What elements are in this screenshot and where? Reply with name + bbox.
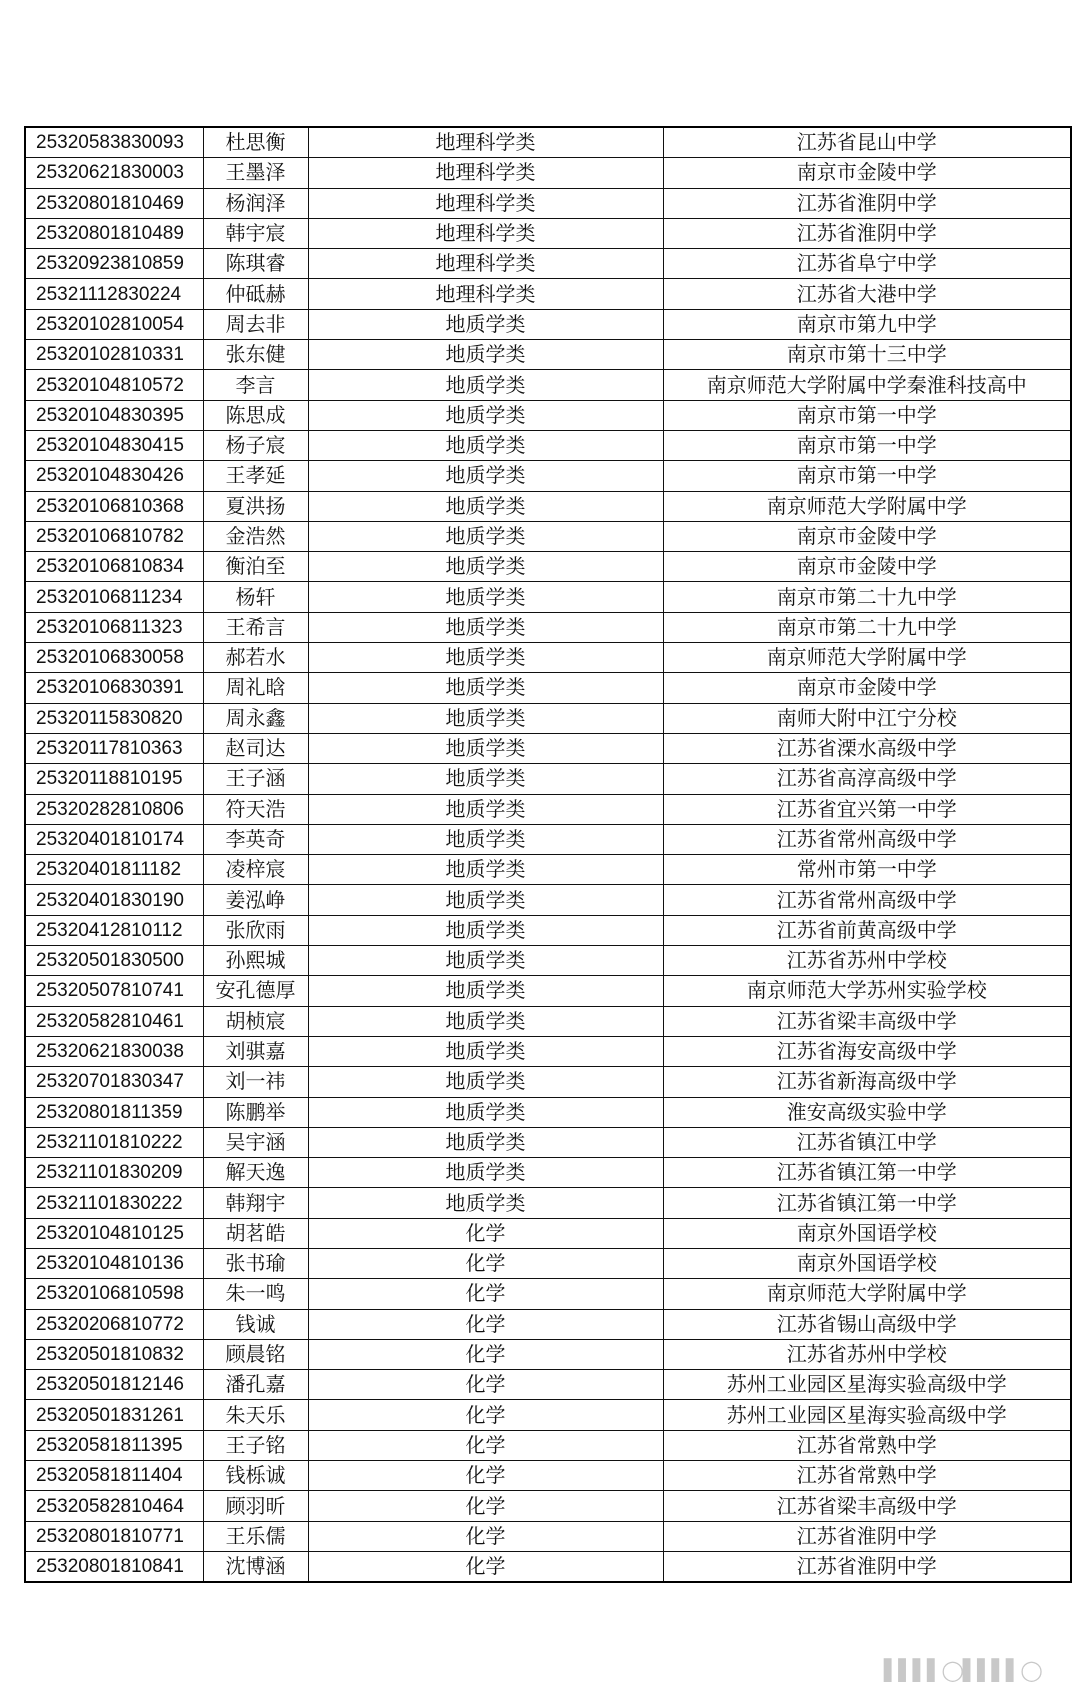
candidate-id-cell: 25320106810368 [25, 491, 203, 521]
candidate-id-cell: 25321101830222 [25, 1188, 203, 1218]
school-cell: 江苏省淮阴中学 [663, 188, 1071, 218]
candidate-id-cell: 25321101830209 [25, 1158, 203, 1188]
student-name-cell: 顾晨铭 [203, 1339, 308, 1369]
school-cell: 苏州工业园区星海实验高级中学 [663, 1370, 1071, 1400]
major-cell: 地质学类 [308, 309, 663, 339]
student-name-cell: 朱一鸣 [203, 1279, 308, 1309]
student-name-cell: 郝若水 [203, 643, 308, 673]
candidate-id-cell: 25320582810464 [25, 1491, 203, 1521]
student-name-cell: 金浩然 [203, 521, 308, 551]
major-cell: 地理科学类 [308, 188, 663, 218]
table-row [25, 946, 1071, 976]
candidate-id-cell: 25320282810806 [25, 794, 203, 824]
major-cell: 地质学类 [308, 370, 663, 400]
student-name-cell: 孙熙城 [203, 946, 308, 976]
student-name-cell: 张书瑜 [203, 1248, 308, 1278]
table-row [25, 1400, 1071, 1430]
candidate-id-cell: 25320621830003 [25, 158, 203, 188]
school-cell: 常州市第一中学 [663, 855, 1071, 885]
student-name-cell: 凌梓宸 [203, 855, 308, 885]
major-cell: 地理科学类 [308, 249, 663, 279]
school-cell: 江苏省镇江第一中学 [663, 1158, 1071, 1188]
table-row [25, 1036, 1071, 1066]
student-name-cell: 朱天乐 [203, 1400, 308, 1430]
student-name-cell: 王希言 [203, 612, 308, 642]
candidate-id-cell: 25320801810469 [25, 188, 203, 218]
student-name-cell: 陈思成 [203, 400, 308, 430]
school-cell: 南京市金陵中学 [663, 521, 1071, 551]
student-name-cell: 李英奇 [203, 824, 308, 854]
watermark-logo: ▌▌▌▌◯▌▌▌▌◯ [884, 1658, 1042, 1682]
table-row [25, 1158, 1071, 1188]
table-body [25, 127, 1071, 1582]
table-row [25, 218, 1071, 248]
candidate-id-cell: 25320106810598 [25, 1279, 203, 1309]
major-cell: 地质学类 [308, 703, 663, 733]
major-cell: 地质学类 [308, 400, 663, 430]
student-name-cell: 胡茗皓 [203, 1218, 308, 1248]
candidate-id-cell: 25320801810489 [25, 218, 203, 248]
candidate-id-cell: 25320106830058 [25, 643, 203, 673]
candidate-id-cell: 25320501831261 [25, 1400, 203, 1430]
student-name-cell: 杨润泽 [203, 188, 308, 218]
table-row [25, 1491, 1071, 1521]
candidate-id-cell: 25320923810859 [25, 249, 203, 279]
school-cell: 南京市第九中学 [663, 309, 1071, 339]
student-name-cell: 张欣雨 [203, 915, 308, 945]
school-cell: 江苏省梁丰高级中学 [663, 1491, 1071, 1521]
student-name-cell: 周永鑫 [203, 703, 308, 733]
major-cell: 地质学类 [308, 764, 663, 794]
candidate-id-cell: 25320501812146 [25, 1370, 203, 1400]
school-cell: 南师大附中江宁分校 [663, 703, 1071, 733]
school-cell: 江苏省海安高级中学 [663, 1036, 1071, 1066]
student-name-cell: 张东健 [203, 340, 308, 370]
school-cell: 南京市第一中学 [663, 430, 1071, 460]
table-row [25, 340, 1071, 370]
student-name-cell: 仲砥赫 [203, 279, 308, 309]
student-name-cell: 衡泊至 [203, 552, 308, 582]
major-cell: 化学 [308, 1461, 663, 1491]
table-row [25, 249, 1071, 279]
major-cell: 地理科学类 [308, 279, 663, 309]
school-cell: 江苏省溧水高级中学 [663, 733, 1071, 763]
student-name-cell: 沈博涵 [203, 1551, 308, 1582]
major-cell: 地质学类 [308, 521, 663, 551]
table-row [25, 521, 1071, 551]
candidate-id-cell: 25320104810136 [25, 1248, 203, 1278]
school-cell: 南京市金陵中学 [663, 552, 1071, 582]
student-name-cell: 解天逸 [203, 1158, 308, 1188]
candidate-id-cell: 25320501810832 [25, 1339, 203, 1369]
student-name-cell: 王孝延 [203, 461, 308, 491]
student-name-cell: 周礼晗 [203, 673, 308, 703]
school-cell: 江苏省梁丰高级中学 [663, 1006, 1071, 1036]
school-cell: 南京市第一中学 [663, 461, 1071, 491]
candidate-id-cell: 25320583830093 [25, 127, 203, 158]
table-row [25, 885, 1071, 915]
table-row [25, 1218, 1071, 1248]
table-row [25, 582, 1071, 612]
candidate-id-cell: 25320501830500 [25, 946, 203, 976]
school-cell: 江苏省高淳高级中学 [663, 764, 1071, 794]
major-cell: 地质学类 [308, 673, 663, 703]
major-cell: 地质学类 [308, 1006, 663, 1036]
school-cell: 江苏省淮阴中学 [663, 1551, 1071, 1582]
school-cell: 南京市第一中学 [663, 400, 1071, 430]
major-cell: 地质学类 [308, 733, 663, 763]
school-cell: 江苏省淮阴中学 [663, 1521, 1071, 1551]
candidate-id-cell: 25321112830224 [25, 279, 203, 309]
candidate-id-cell: 25321101810222 [25, 1127, 203, 1157]
candidate-id-cell: 25320118810195 [25, 764, 203, 794]
major-cell: 地质学类 [308, 915, 663, 945]
major-cell: 地质学类 [308, 855, 663, 885]
table-row [25, 370, 1071, 400]
student-name-cell: 吴宇涵 [203, 1127, 308, 1157]
major-cell: 地质学类 [308, 612, 663, 642]
school-cell: 南京市第二十九中学 [663, 612, 1071, 642]
school-cell: 南京市金陵中学 [663, 158, 1071, 188]
major-cell: 地理科学类 [308, 127, 663, 158]
student-name-cell: 杨子宸 [203, 430, 308, 460]
student-name-cell: 杨轩 [203, 582, 308, 612]
major-cell: 地质学类 [308, 1158, 663, 1188]
student-name-cell: 胡桢宸 [203, 1006, 308, 1036]
table-row [25, 915, 1071, 945]
candidate-id-cell: 25320206810772 [25, 1309, 203, 1339]
student-name-cell: 刘骐嘉 [203, 1036, 308, 1066]
candidate-id-cell: 25320581811404 [25, 1461, 203, 1491]
major-cell: 地质学类 [308, 885, 663, 915]
table-row [25, 703, 1071, 733]
major-cell: 地质学类 [308, 1067, 663, 1097]
school-cell: 南京市金陵中学 [663, 673, 1071, 703]
table-row [25, 855, 1071, 885]
school-cell: 江苏省锡山高级中学 [663, 1309, 1071, 1339]
school-cell: 江苏省阜宁中学 [663, 249, 1071, 279]
table-row [25, 1279, 1071, 1309]
school-cell: 南京外国语学校 [663, 1218, 1071, 1248]
student-name-cell: 赵司达 [203, 733, 308, 763]
student-name-cell: 王乐儒 [203, 1521, 308, 1551]
student-name-cell: 夏洪扬 [203, 491, 308, 521]
school-cell: 江苏省新海高级中学 [663, 1067, 1071, 1097]
table-row [25, 430, 1071, 460]
major-cell: 地质学类 [308, 643, 663, 673]
table-row [25, 1430, 1071, 1460]
student-name-cell: 潘孔嘉 [203, 1370, 308, 1400]
candidate-id-cell: 25320507810741 [25, 976, 203, 1006]
table-row [25, 1067, 1071, 1097]
candidate-id-cell: 25320106830391 [25, 673, 203, 703]
table-row [25, 1551, 1071, 1582]
candidate-id-cell: 25320115830820 [25, 703, 203, 733]
candidate-id-cell: 25320412810112 [25, 915, 203, 945]
school-cell: 南京市第二十九中学 [663, 582, 1071, 612]
student-name-cell: 周去非 [203, 309, 308, 339]
table-row [25, 279, 1071, 309]
school-cell: 南京师范大学附属中学 [663, 1279, 1071, 1309]
major-cell: 地质学类 [308, 430, 663, 460]
table-row [25, 1006, 1071, 1036]
student-name-cell: 顾羽昕 [203, 1491, 308, 1521]
candidate-id-cell: 25320701830347 [25, 1067, 203, 1097]
major-cell: 地质学类 [308, 794, 663, 824]
major-cell: 化学 [308, 1248, 663, 1278]
school-cell: 南京师范大学附属中学 [663, 491, 1071, 521]
table-row [25, 491, 1071, 521]
student-name-cell: 符天浩 [203, 794, 308, 824]
student-name-cell: 安孔德厚 [203, 976, 308, 1006]
candidate-id-cell: 25320401830190 [25, 885, 203, 915]
admission-list-table [24, 126, 1072, 1583]
major-cell: 化学 [308, 1551, 663, 1582]
school-cell: 淮安高级实验中学 [663, 1097, 1071, 1127]
table-row [25, 400, 1071, 430]
table-row [25, 1127, 1071, 1157]
major-cell: 地质学类 [308, 491, 663, 521]
student-name-cell: 王墨泽 [203, 158, 308, 188]
school-cell: 江苏省镇江中学 [663, 1127, 1071, 1157]
major-cell: 地理科学类 [308, 218, 663, 248]
major-cell: 地质学类 [308, 946, 663, 976]
student-name-cell: 钱诚 [203, 1309, 308, 1339]
candidate-id-cell: 25320401810174 [25, 824, 203, 854]
candidate-id-cell: 25320801810841 [25, 1551, 203, 1582]
school-cell: 江苏省常州高级中学 [663, 824, 1071, 854]
table-row [25, 612, 1071, 642]
school-cell: 江苏省常州高级中学 [663, 885, 1071, 915]
student-name-cell: 陈鹏举 [203, 1097, 308, 1127]
major-cell: 化学 [308, 1309, 663, 1339]
major-cell: 化学 [308, 1218, 663, 1248]
candidate-id-cell: 25320104830415 [25, 430, 203, 460]
table-row [25, 309, 1071, 339]
student-name-cell: 陈琪睿 [203, 249, 308, 279]
school-cell: 江苏省大港中学 [663, 279, 1071, 309]
major-cell: 地质学类 [308, 1097, 663, 1127]
major-cell: 化学 [308, 1339, 663, 1369]
school-cell: 江苏省苏州中学校 [663, 1339, 1071, 1369]
table-row [25, 673, 1071, 703]
table-row [25, 127, 1071, 158]
major-cell: 地质学类 [308, 1188, 663, 1218]
school-cell: 江苏省宜兴第一中学 [663, 794, 1071, 824]
major-cell: 地质学类 [308, 340, 663, 370]
school-cell: 南京师范大学附属中学秦淮科技高中 [663, 370, 1071, 400]
table-row [25, 158, 1071, 188]
school-cell: 南京外国语学校 [663, 1248, 1071, 1278]
table-row [25, 1370, 1071, 1400]
student-name-cell: 王子涵 [203, 764, 308, 794]
school-cell: 江苏省镇江第一中学 [663, 1188, 1071, 1218]
student-name-cell: 王子铭 [203, 1430, 308, 1460]
school-cell: 江苏省昆山中学 [663, 127, 1071, 158]
major-cell: 地质学类 [308, 461, 663, 491]
table-row [25, 1188, 1071, 1218]
table-row [25, 1521, 1071, 1551]
table-row [25, 1339, 1071, 1369]
candidate-id-cell: 25320401811182 [25, 855, 203, 885]
candidate-id-cell: 25320106811234 [25, 582, 203, 612]
candidate-id-cell: 25320104810125 [25, 1218, 203, 1248]
candidate-id-cell: 25320582810461 [25, 1006, 203, 1036]
table-row [25, 1461, 1071, 1491]
student-name-cell: 刘一祎 [203, 1067, 308, 1097]
table-row [25, 188, 1071, 218]
major-cell: 化学 [308, 1279, 663, 1309]
candidate-id-cell: 25320102810054 [25, 309, 203, 339]
candidate-id-cell: 25320104810572 [25, 370, 203, 400]
major-cell: 地质学类 [308, 824, 663, 854]
student-name-cell: 姜泓峥 [203, 885, 308, 915]
school-cell: 江苏省淮阴中学 [663, 218, 1071, 248]
school-cell: 江苏省常熟中学 [663, 1461, 1071, 1491]
school-cell: 南京师范大学苏州实验学校 [663, 976, 1071, 1006]
candidate-id-cell: 25320106810834 [25, 552, 203, 582]
major-cell: 地质学类 [308, 582, 663, 612]
table-row [25, 643, 1071, 673]
table-row [25, 794, 1071, 824]
major-cell: 地质学类 [308, 552, 663, 582]
school-cell: 南京师范大学附属中学 [663, 643, 1071, 673]
table-row [25, 1097, 1071, 1127]
student-name-cell: 李言 [203, 370, 308, 400]
major-cell: 地质学类 [308, 976, 663, 1006]
major-cell: 化学 [308, 1430, 663, 1460]
candidate-id-cell: 25320581811395 [25, 1430, 203, 1460]
major-cell: 地质学类 [308, 1127, 663, 1157]
student-name-cell: 钱栎诚 [203, 1461, 308, 1491]
major-cell: 化学 [308, 1400, 663, 1430]
school-cell: 南京市第十三中学 [663, 340, 1071, 370]
table-row [25, 976, 1071, 1006]
school-cell: 江苏省前黄高级中学 [663, 915, 1071, 945]
student-name-cell: 杜思衡 [203, 127, 308, 158]
candidate-id-cell: 25320621830038 [25, 1036, 203, 1066]
table-row [25, 1309, 1071, 1339]
school-cell: 江苏省苏州中学校 [663, 946, 1071, 976]
candidate-id-cell: 25320801811359 [25, 1097, 203, 1127]
table-row [25, 733, 1071, 763]
school-cell: 苏州工业园区星海实验高级中学 [663, 1400, 1071, 1430]
major-cell: 地理科学类 [308, 158, 663, 188]
candidate-id-cell: 25320801810771 [25, 1521, 203, 1551]
major-cell: 化学 [308, 1370, 663, 1400]
candidate-id-cell: 25320106810782 [25, 521, 203, 551]
major-cell: 化学 [308, 1491, 663, 1521]
candidate-id-cell: 25320104830395 [25, 400, 203, 430]
student-name-cell: 韩翔宇 [203, 1188, 308, 1218]
table-row [25, 764, 1071, 794]
student-name-cell: 韩宇宸 [203, 218, 308, 248]
table-row [25, 824, 1071, 854]
table-row [25, 461, 1071, 491]
table-row [25, 552, 1071, 582]
table-row [25, 1248, 1071, 1278]
school-cell: 江苏省常熟中学 [663, 1430, 1071, 1460]
major-cell: 地质学类 [308, 1036, 663, 1066]
candidate-id-cell: 25320106811323 [25, 612, 203, 642]
candidate-id-cell: 25320117810363 [25, 733, 203, 763]
candidate-id-cell: 25320104830426 [25, 461, 203, 491]
major-cell: 化学 [308, 1521, 663, 1551]
candidate-id-cell: 25320102810331 [25, 340, 203, 370]
